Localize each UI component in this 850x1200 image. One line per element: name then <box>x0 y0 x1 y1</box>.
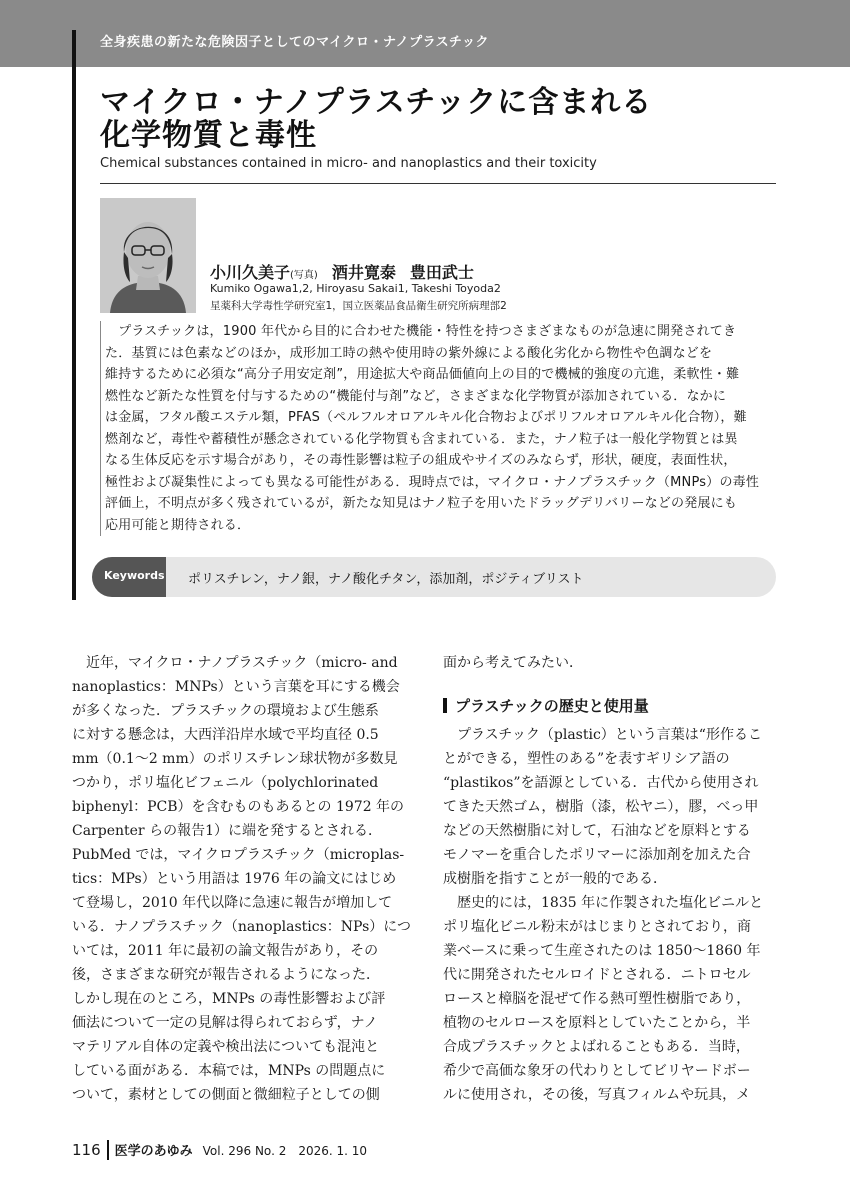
footer-separator <box>107 1140 109 1160</box>
abstract-line: は金属，フタル酸エステル類，PFAS（ペルフルオロアルキル化合物およびポリフルオロアルキル化合物），難 <box>105 410 747 425</box>
body-line: とができる，塑性のある”を表すギリシア語の <box>443 751 730 767</box>
body-line: に対する懸念は，大西洋沿岸水域で平均直径 0.5 <box>72 727 379 743</box>
body-column-right <box>443 651 779 1107</box>
body-line: 業ベースに乗って生産されたのは 1850〜1860 年 <box>443 943 761 959</box>
author-names <box>210 260 474 283</box>
author-photo <box>100 198 196 313</box>
body-line: てきた天然ゴム，樹脂（漆，松ヤニ），膠，べっ甲 <box>443 799 759 815</box>
author-affiliations: 星薬科大学毒性学研究室1，国立医薬品食品衛生研究所病理部2 <box>210 300 507 312</box>
body-line: て登場し，2010 年代以降に急速に報告が増加して <box>72 895 393 911</box>
photo-note: (写真) <box>290 270 318 281</box>
abstract-line: た．基質には色素などのほか，成形加工時の熱や使用時の紫外線による酸化劣化から物性や色調などを <box>105 345 713 361</box>
abstract-line: プラスチックは，1900 年代から目的に合わせた機能・特性を持つさまざまなものが急速に開発されてき <box>105 324 737 339</box>
body-line: 植物のセルロースを原料としていたことから，半 <box>443 1015 751 1031</box>
author-name-1: 小川久美子 <box>210 263 291 282</box>
body-line: 歴史的には，1835 年に作製された塩化ビニルと <box>443 895 764 911</box>
body-line: 合成プラスチックとよばれることもある．当時， <box>443 1039 750 1055</box>
body-column-left <box>72 651 412 1107</box>
article-title-line-1: マイクロ・ナノプラスチックに含まれる <box>100 85 653 120</box>
series-banner <box>0 0 850 67</box>
body-line: 後，さまざまな研究が報告されるようになった． <box>72 967 380 983</box>
section-heading-text: プラスチックの歴史と使用量 <box>455 697 649 715</box>
body-line: いては，2011 年に最初の論文報告があり，その <box>72 943 379 959</box>
section-heading <box>443 689 779 723</box>
journal-name: 医学のあゆみ <box>114 1144 193 1159</box>
journal-issue: Vol. 296 No. 2 2026. 1. 10 <box>202 1144 368 1158</box>
page-footer <box>72 1140 367 1162</box>
body-line: プラスチック（plastic）という言葉は“形作るこ <box>443 727 762 743</box>
body-line: している面がある．本稿では，MNPs の問題点に <box>72 1063 386 1079</box>
author-name-2: 酒井寛泰 <box>331 263 396 282</box>
body-line: 成樹脂を指すことが一般的である． <box>443 871 667 887</box>
body-line: 希少で高価な象牙の代わりとしてビリヤードボー <box>443 1063 751 1079</box>
abstract-line: 応用可能と期待される． <box>105 517 251 533</box>
body-line: などの天然樹脂に対して，石油などを原料とする <box>443 823 751 839</box>
keywords-label: Keywords <box>104 569 165 582</box>
body-line: mm（0.1〜2 mm）のポリスチレン球状物が多数見 <box>72 751 398 767</box>
body-line: biphenyl：PCB）を含むものもあるとの 1972 年の <box>72 799 405 815</box>
body-line: 価法について一定の見解は得られておらず，ナノ <box>72 1015 378 1031</box>
article-title <box>100 86 652 152</box>
body-line: ルに使用され，その後，写真フィルムや玩具，メ <box>443 1087 751 1103</box>
abstract-line: 維持するために必須な“高分子用安定剤”，用途拡大や商品価値向上の目的で機械的強度の亢進，柔軟性・難 <box>105 367 740 382</box>
body-line: 面から考えてみたい． <box>443 655 583 671</box>
side-accent-bar <box>72 30 76 600</box>
abstract-line: なる生体反応を示す場合があり，その毒性影響は粒子の組成やサイズのみならず，形状，硬度，表面性状， <box>105 453 737 468</box>
body-line: ポリ塩化ビニル粉末がはじまりとされており，商 <box>443 919 751 935</box>
body-line: モノマーを重合したポリマーに添加剤を加えた合 <box>443 847 751 863</box>
article-subtitle-english: Chemical substances contained in micro- and nanoplastics and their toxicity <box>100 156 597 171</box>
body-line: tics：MPs）という用語は 1976 年の論文にはじめ <box>72 871 397 887</box>
abstract-line: 燃剤など，毒性や蓄積性が懸念されている化学物質も含まれている．また，ナノ粒子は一般化学物質とは異 <box>105 431 738 447</box>
abstract <box>100 321 776 536</box>
article-title-line-2: 化学物質と毒性 <box>100 118 317 153</box>
body-line: つかり，ポリ塩化ビフェニル（polychlorinated <box>72 775 379 791</box>
author-portrait-illustration <box>100 198 196 313</box>
body-line: マテリアル自体の定義や検出法についても混沌と <box>72 1039 380 1055</box>
body-line: “plastikos”を語源としている．古代から使用され <box>443 775 759 791</box>
abstract-line: 極性および凝集性によっても異なる可能性がある．現時点では，マイクロ・ナノプラスチック（MNPs）の毒性 <box>105 474 760 490</box>
body-line: しかし現在のところ，MNPs の毒性影響および評 <box>72 991 386 1007</box>
title-divider <box>100 183 776 184</box>
body-line: nanoplastics：MNPs）という言葉を耳にする機会 <box>72 679 400 695</box>
abstract-line: 評価上，不明点が多く残されているが，新たな知見はナノ粒子を用いたドラッグデリバリーなどの発展にも <box>105 496 738 511</box>
series-title: 全身疾患の新たな危険因子としてのマイクロ・ナノプラスチック <box>100 35 490 50</box>
body-line: Carpenter らの報告1）に端を発するとされる． <box>72 823 382 839</box>
page-number: 116 <box>72 1141 101 1159</box>
keywords-bar <box>92 557 776 597</box>
body-line: が多くなった．プラスチックの環境および生態系 <box>72 703 379 719</box>
section-marker <box>443 698 447 713</box>
abstract-line: 燃性など新たな性質を付与するための“機能付与剤”など，さまざまな化学物質が添加されている．なかに <box>105 388 727 404</box>
body-line: ロースと樟脳を混ぜて作る熱可塑性樹脂であり， <box>443 991 751 1007</box>
body-line: PubMed では，マイクロプラスチック（microplas- <box>72 847 405 863</box>
body-line: いる．ナノプラスチック（nanoplastics：NPs）につ <box>72 919 412 935</box>
body-line: 代に開発されたセルロイドとされる．ニトロセル <box>443 967 751 983</box>
author-name-3: 豊田武士 <box>409 263 474 282</box>
author-names-roman: Kumiko Ogawa1,2, Hiroyasu Sakai1, Takeshi Toyoda2 <box>210 282 501 295</box>
keywords-label-box <box>92 557 166 597</box>
keywords-list: ポリスチレン，ナノ銀，ナノ酸化チタン，添加剤，ポジティブリスト <box>188 572 584 587</box>
body-line: ついて，素材としての側面と微細粒子としての側 <box>72 1087 380 1103</box>
body-line: 近年，マイクロ・ナノプラスチック（micro- and <box>72 655 398 671</box>
